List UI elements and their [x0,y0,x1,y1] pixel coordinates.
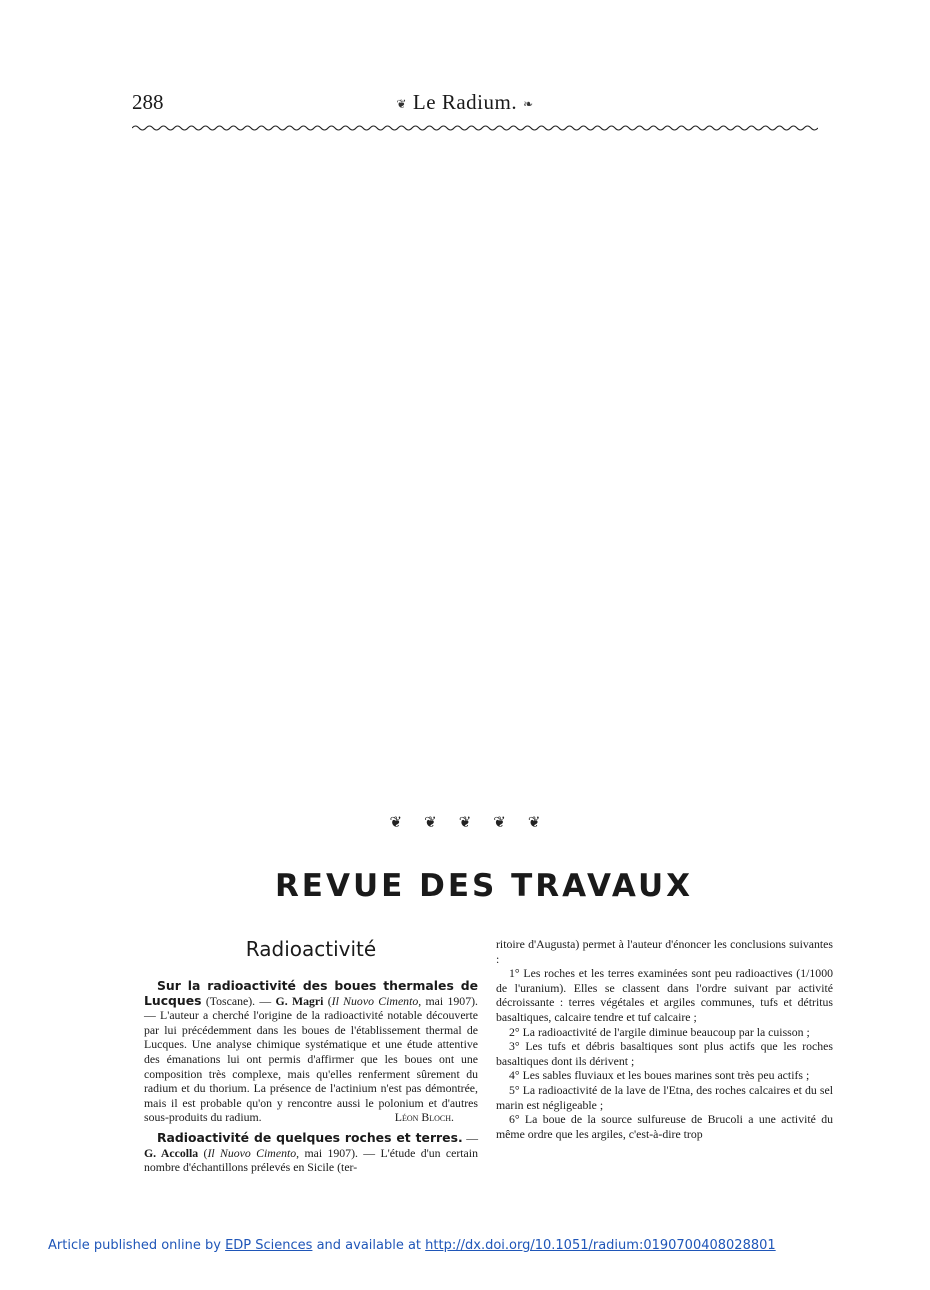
article-2-start [144,1131,478,1175]
conclusion-item: 1° Les roches et les terres examinées sont peu radioactives (1/1000 de l'uranium). Elles se classent dans l'ordre suivant par activité décroissante : terres végétales et argiles communes, tufs et détritus basaltiques, calcaire tendre et tuf calcaire ; [496,966,833,1024]
article-2-continuation: ritoire d'Augusta) permet à l'auteur d'énoncer les conclusions suivantes : [496,937,833,966]
article-1-signature: Léon Bloch. [394,1110,454,1125]
article-1-body: L'auteur a cherché l'origine de la radioactivité notable découverte par lui précédemment dans les boues de l'établissement thermal de Lucques. Une analyse chimique systématique et une étude attentive des émanations lui ont permis d'affirmer que les boues ont une composition très complexe, mais qu'elles renferment sûrement du radium et du thorium. La présence de l'actinium n'est pas démontrée, mais il est probable qu'on y rencontre aussi le polonium et d'autres sous-produits du radium. [144,1008,478,1125]
article-2-citation-open: ( [198,1145,208,1160]
article-1 [144,979,478,1125]
article-2-citation-close: , mai 1907). — [296,1145,381,1160]
article-1-place: (Toscane). — [201,993,276,1008]
decorative-header-rule [132,123,818,133]
article-1-title: Sur la radioactivité des boues thermales de Lucques [144,978,478,1008]
ornament-left-icon: ❦ [396,96,407,111]
fleuron-icon: ❦ [424,815,437,831]
right-column [496,937,833,1141]
article-2-title: Radioactivité de quelques roches et terres. [157,1129,463,1145]
article-1-author: G. Magri [275,993,324,1008]
publication-footer [48,1238,776,1253]
section-title: REVUE DES TRAVAUX [274,868,694,904]
article-2-author: G. Accolla [144,1145,199,1160]
fleuron-icon: ❦ [389,815,403,831]
running-title [0,90,930,115]
conclusion-item: 6° La boue de la source sulfureuse de Brucoli a une activité du même ordre que les argiles, c'est-à-dire trop [496,1112,833,1141]
running-title-text: Le Radium. [412,90,518,114]
fleuron-icon: ❦ [527,815,541,831]
doi-link[interactable]: http://dx.doi.org/10.1051/radium:0190700408028801 [425,1238,776,1253]
fleuron-icon: ❦ [458,815,472,831]
publisher-link[interactable]: EDP Sciences [225,1238,313,1253]
article-2-journal: Il Nuovo Cimento [207,1145,297,1160]
footer-prefix: Article published online by [48,1238,226,1253]
conclusion-item: 4° Les sables fluviaux et les boues marines sont très peu actifs ; [509,1068,810,1083]
page-number: 288 [132,90,164,114]
article-1-citation-close: , mai 1907). — [144,993,478,1023]
conclusion-item: 2° La radioactivité de l'argile diminue beaucoup par la cuisson ; [509,1024,810,1039]
footer-middle: and available at [312,1238,426,1253]
conclusion-item: 3° Les tufs et débris basaltiques sont plus actifs que les roches basaltiques dont ils dérivent ; [496,1039,833,1068]
fleuron-icon: ❦ [493,815,506,831]
left-column [144,935,478,1175]
article-2-dash: — [462,1130,479,1145]
article-2-body-left: L'étude d'un certain nombre d'échantillons prélevés en Sicile (ter- [144,1145,478,1175]
conclusion-item: 5° La radioactivité de la lave de l'Etna, des roches calcaires et du sel marin est négligeable ; [496,1082,833,1112]
article-1-journal: Il Nuovo Cimento [331,993,419,1008]
article-1-citation-open: ( [323,993,332,1008]
column-heading: Radioactivité [245,937,377,961]
ornament-right-icon: ❧ [523,96,534,111]
fleuron-divider [0,813,930,832]
